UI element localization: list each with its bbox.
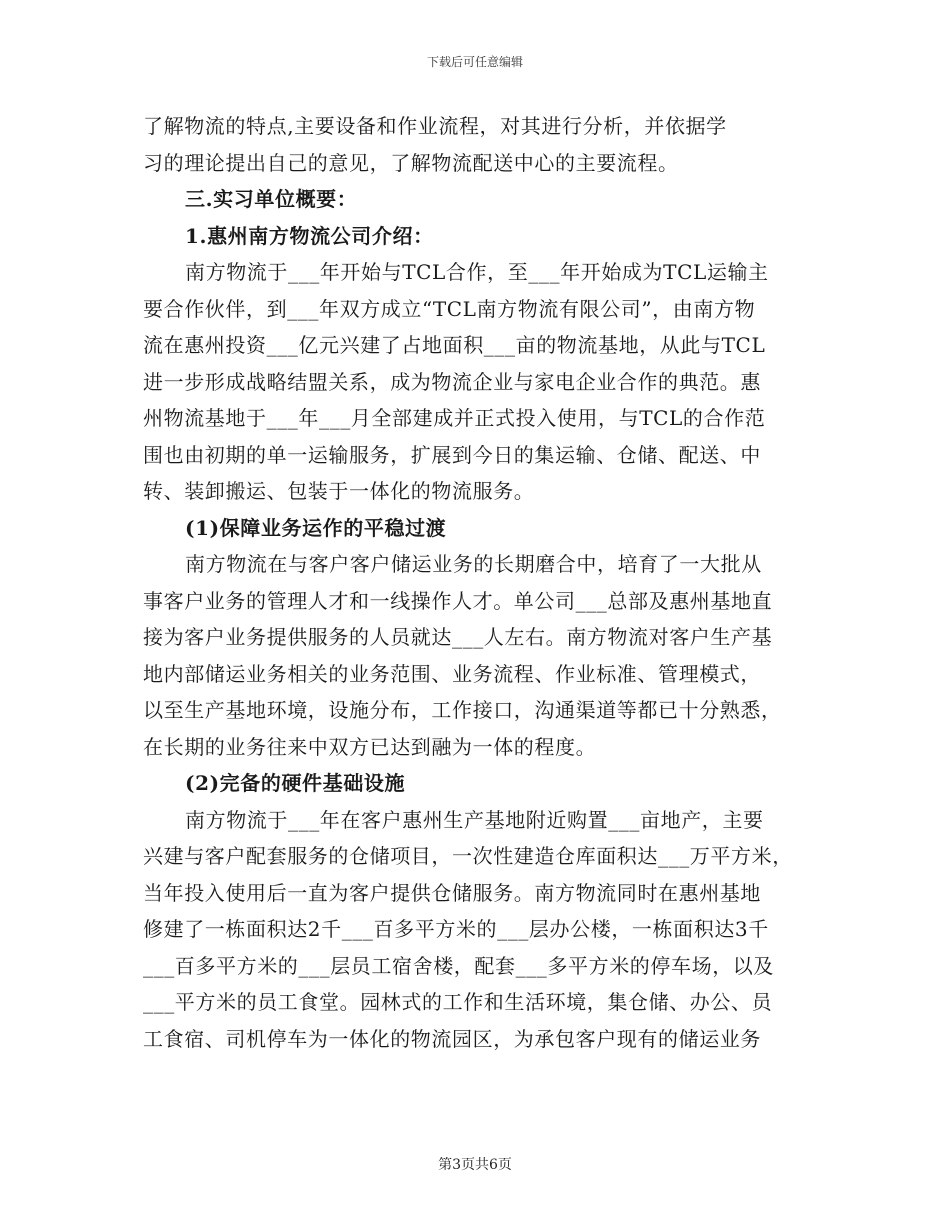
body-line: 了解物流的特点,主要设备和作业流程，对其进行分析，并依据学 bbox=[143, 114, 727, 138]
body-line: 围也由初期的单一运输服务，扩展到今日的集运输、仓储、配送、中 bbox=[143, 442, 761, 467]
page-number: 第3页共6页 bbox=[438, 1157, 512, 1173]
body-line: 进一步形成战略结盟关系，成为物流企业与家电企业合作的典范。惠 bbox=[143, 369, 761, 394]
body-line: 南方物流于___年在客户惠州生产基地附近购置___亩地产，主要 bbox=[185, 807, 764, 832]
subsection-heading: (1)保障业务运作的平稳过渡 bbox=[185, 515, 447, 540]
body-line: 地内部储运业务相关的业务范围、业务流程、作业标准、管理模式， bbox=[143, 661, 761, 686]
document-body bbox=[143, 108, 813, 1057]
body-line: 接为客户业务提供服务的人员就达___人左右。南方物流对客户生产基 bbox=[143, 625, 773, 649]
body-line: 南方物流于___年开始与TCL合作，至___年开始成为TCL运输主 bbox=[185, 260, 769, 284]
body-line: 习的理论提出自己的意见，了解物流配送中心的主要流程。 bbox=[143, 150, 679, 175]
body-line: 当年投入使用后一直为客户提供仓储服务。南方物流同时在惠州基地 bbox=[143, 880, 761, 905]
body-line: 修建了一栋面积达2千___百多平方米的___层办公楼，一栋面积达3千 bbox=[143, 917, 769, 941]
body-line: 要合作伙伴，到___年双方成立“TCL南方物流有限公司”，由南方物 bbox=[143, 296, 756, 321]
body-line: 州物流基地于___年___月全部建成并正式投入使用，与TCL的合作范 bbox=[143, 406, 766, 430]
section-heading: 三.实习单位概要： bbox=[185, 187, 358, 211]
body-line: ___百多平方米的___层员工宿舍楼，配套___多平方米的停车场，以及 bbox=[143, 953, 774, 978]
body-line: 兴建与客户配套服务的仓储项目，一次性建造仓库面积达___万平方米， bbox=[143, 844, 793, 868]
body-line: 转、装卸搬运、包装于一体化的物流服务。 bbox=[143, 479, 535, 503]
body-line: 在长期的业务往来中双方已达到融为一体的程度。 bbox=[143, 734, 597, 759]
body-line: 南方物流在与客户客户储运业务的长期磨合中，培育了一大批从 bbox=[185, 552, 762, 576]
body-line: 事客户业务的管理人才和一线操作人才。单公司___总部及惠州基地直 bbox=[143, 588, 773, 613]
page-header-note: 下载后可任意编辑 bbox=[426, 55, 523, 69]
body-line: 工食宿、司机停车为一体化的物流园区，为承包客户现有的储运业务 bbox=[143, 1026, 761, 1051]
body-line: 以至生产基地环境，设施分布，工作接口，沟通渠道等都已十分熟悉， bbox=[143, 698, 782, 722]
subsection-heading: (2)完备的硬件基础设施 bbox=[185, 771, 406, 795]
body-line: ___平方米的员工食堂。园林式的工作和生活环境，集仓储、办公、员 bbox=[143, 990, 773, 1014]
subsection-heading: 1.惠州南方物流公司介绍： bbox=[185, 223, 434, 248]
body-line: 流在惠州投资___亿元兴建了占地面积___亩的物流基地，从此与TCL bbox=[143, 333, 766, 357]
